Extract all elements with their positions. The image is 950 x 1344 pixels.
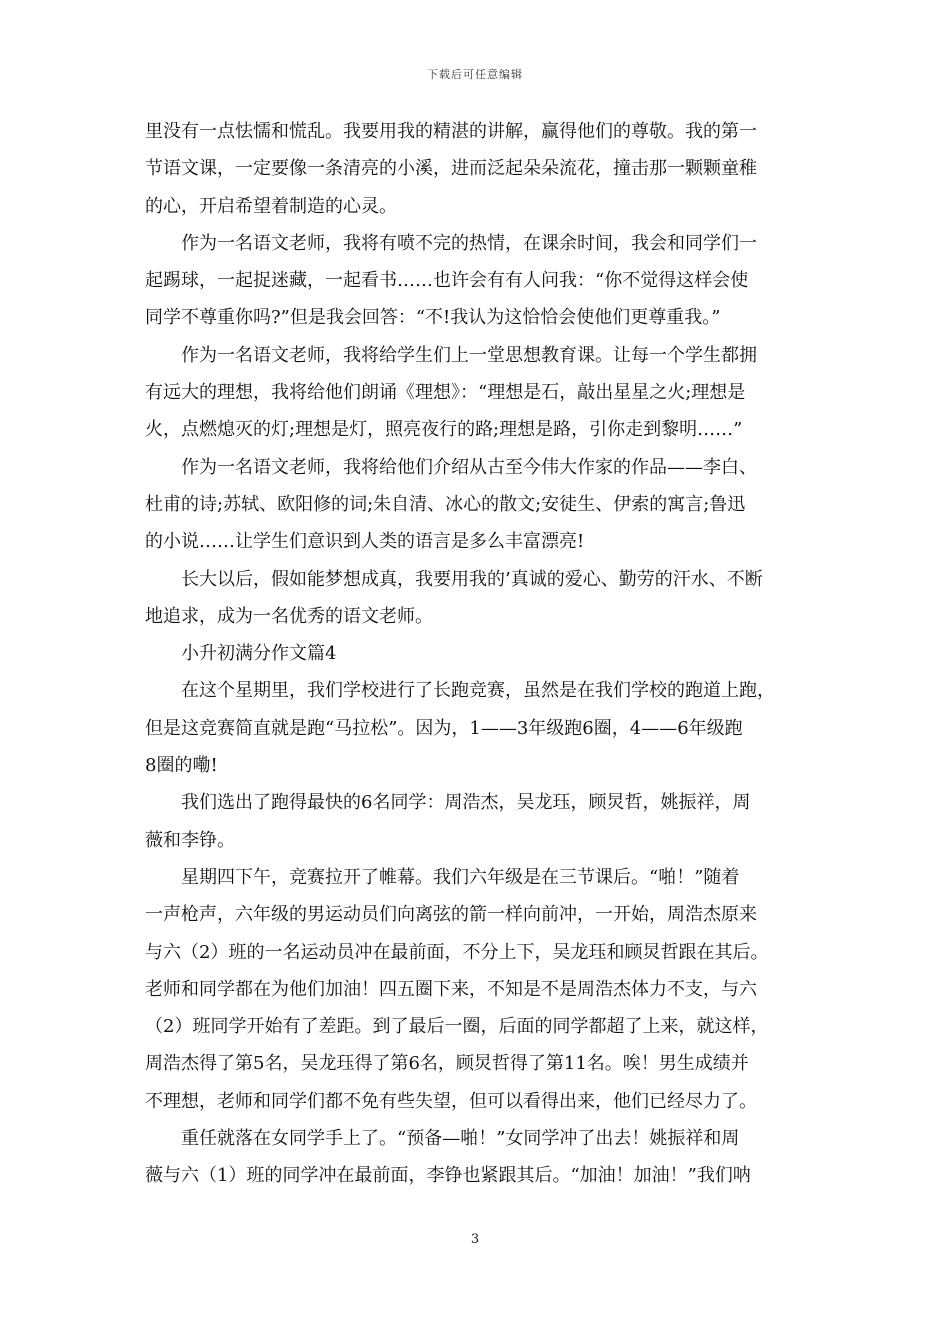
paragraph-start: 在这个星期里，我们学校进行了长跑竞赛，虽然是在我们学校的跑道上跑， (181, 680, 775, 702)
paragraph-start: 作为一名语文老师，我将给学生们上一堂思想教育课。让每一个学生都拥 (181, 344, 757, 366)
text-line: 有远大的理想，我将给他们朗诵《理想》：“理想是石，敲出星星之火;理想是 (145, 382, 746, 404)
page-number: 3 (470, 1232, 480, 1247)
text-line: 但是这竞赛简直就是跑“马拉松”。因为，1——3年级跑6圈，4——6年级跑 (145, 717, 743, 739)
paragraph-start: 作为一名语文老师，我将有喷不完的热情，在课余时间，我会和同学们一 (181, 232, 757, 254)
text-line: 的小说……让学生们意识到人类的语言是多么丰富漂亮! (145, 531, 585, 553)
text-line: 薇和李铮。 (145, 829, 235, 851)
text-line: 薇与六（1）班的同学冲在最前面，李铮也紧跟其后。“加油！加油！”我们呐 (145, 1165, 751, 1187)
text-line: 一声枪声，六年级的男运动员们向离弦的箭一样向前冲，一开始，周浩杰原来 (145, 904, 757, 926)
paragraph-start: 星期四下午，竞赛拉开了帷幕。我们六年级是在三节课后。“啪！”随着 (181, 866, 740, 888)
text-line: 杜甫的诗;苏轼、欧阳修的词;朱自清、冰心的散文;安徒生、伊索的寓言;鲁迅 (145, 493, 746, 515)
page-header: 下载后可任意编辑 (427, 68, 523, 81)
text-line: 节语文课，一定要像一条清亮的小溪，进而泛起朵朵流花，撞击那一颗颗童稚 (145, 158, 757, 180)
text-line: 不理想，老师和同学们都不免有些失望，但可以看得出来，他们已经尽力了。 (145, 1090, 757, 1112)
text-line: 火，点燃熄灭的灯;理想是灯，照亮夜行的路;理想是路，引你走到黎明……” (145, 419, 743, 441)
paragraph-start: 长大以后，假如能梦想成真，我要用我的’真诚的爱心、勤劳的汗水、不断 (181, 568, 763, 590)
text-line: 里没有一点怯懦和慌乱。我要用我的精湛的讲解，赢得他们的尊敬。我的第一 (145, 121, 757, 142)
text-line: 周浩杰得了第5名，吴龙珏得了第6名，顾炅哲得了第11名。唉！男生成绩并 (145, 1053, 749, 1075)
paragraph-start: 作为一名语文老师，我将给他们介绍从古至今伟大作家的作品——李白、 (181, 456, 757, 478)
text-line: 与六（2）班的一名运动员冲在最前面，不分上下，吴龙珏和顾炅哲跟在其后。 (145, 941, 769, 963)
text-line: 老师和同学都在为他们加油！四五圈下来，不知是不是周浩杰体力不支，与六 (145, 978, 757, 1000)
text-line: 同学不尊重你吗?”但是我会回答：“不!我认为这恰恰会使他们更尊重我。” (145, 307, 721, 329)
document-body (145, 113, 807, 1195)
text-line: （2）班同学开始有了差距。到了最后一圈，后面的同学都超了上来，就这样， (145, 1016, 769, 1038)
text-line: 8圈的嘞! (145, 755, 218, 777)
section-heading: 小升初满分作文篇4 (181, 643, 337, 665)
text-line: 起踢球，一起捉迷藏，一起看书……也许会有有人问我：“你不觉得这样会使 (145, 270, 749, 292)
paragraph-start: 重任就落在女同学手上了。“预备—啪！”女同学冲了出去！姚振祥和周 (181, 1128, 740, 1150)
text-line: 地追求，成为一名优秀的语文老师。 (145, 605, 433, 627)
paragraph-start: 我们选出了跑得最快的6名同学：周浩杰，吴龙珏，顾炅哲，姚振祥，周 (181, 792, 751, 814)
text-line: 的心，开启希望着制造的心灵。 (145, 195, 397, 217)
